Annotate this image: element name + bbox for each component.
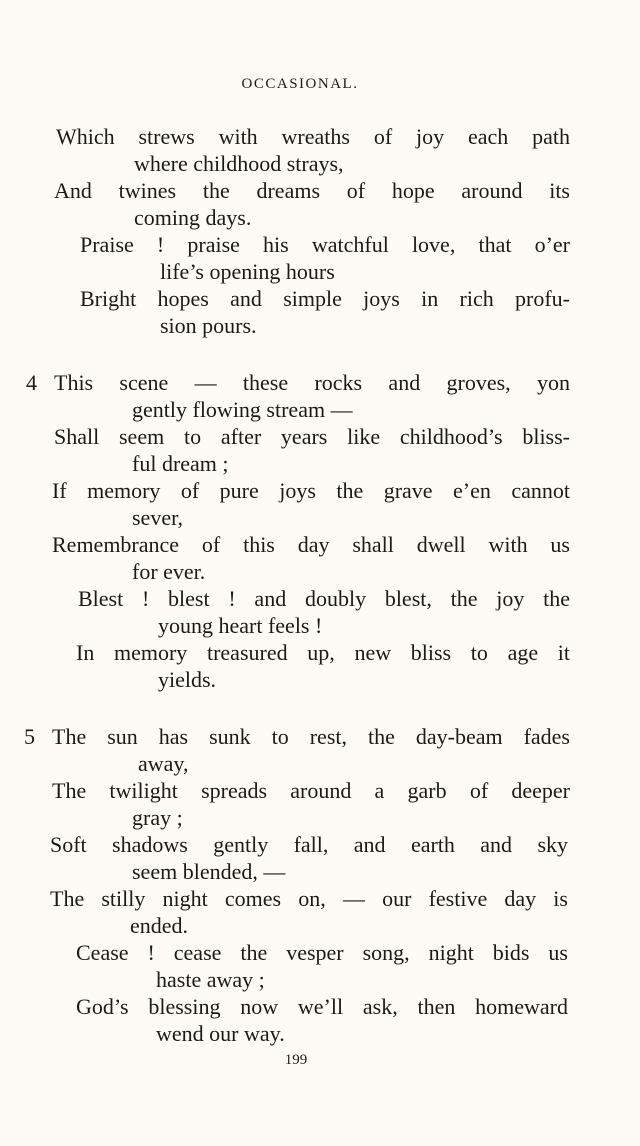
verse-line: Remembrance of this day shall dwell with us: [52, 532, 570, 557]
verse-line: ful dream ;: [132, 451, 229, 476]
verse-line: for ever.: [132, 559, 206, 584]
verse-line: haste away ;: [156, 967, 265, 992]
verse-line: seem blended, —: [132, 859, 286, 884]
verse-line: wend our way.: [156, 1021, 285, 1046]
verse-line: gray ;: [132, 805, 183, 830]
verse-line: And twines the dreams of hope around its: [54, 178, 570, 203]
verse-line: The stilly night comes on, — our festive day is: [50, 886, 568, 911]
verse-line: coming days.: [134, 205, 252, 230]
verse-line: If memory of pure joys the grave e’en cannot: [52, 478, 570, 503]
verse-line: gently flowing stream —: [132, 397, 353, 422]
stanza-number: 5: [24, 724, 35, 749]
verse-line: young heart feels !: [158, 613, 323, 638]
stanza-number: 4: [26, 370, 37, 395]
verse-line: This scene — these rocks and groves, yon: [54, 370, 570, 395]
verse-line: life’s opening hours: [160, 259, 335, 284]
verse-line: Bright hopes and simple joys in rich profu-: [80, 286, 570, 311]
verse-line: Soft shadows gently fall, and earth and sky: [50, 832, 568, 857]
verse-line: Shall seem to after years like childhood’s bliss-: [54, 424, 570, 449]
verse-line: The sun has sunk to rest, the day-beam fades: [52, 724, 570, 749]
verse-line: Which strews with wreaths of joy each path: [56, 124, 570, 149]
verse-line: The twilight spreads around a garb of deeper: [52, 778, 570, 803]
verse-line: sever,: [132, 505, 184, 530]
verse-line: away,: [138, 751, 189, 776]
running-title: OCCASIONAL.: [241, 76, 359, 92]
page-number: 199: [284, 1052, 308, 1068]
verse-line: Cease ! cease the vesper song, night bids us: [76, 940, 568, 965]
verse-line: God’s blessing now we’ll ask, then homeward: [76, 994, 568, 1019]
verse-line: yields.: [158, 667, 217, 692]
verse-line: In memory treasured up, new bliss to age it: [76, 640, 570, 665]
verse-line: sion pours.: [160, 313, 257, 338]
verse-line: where childhood strays,: [134, 151, 344, 176]
verse-line: ended.: [130, 913, 189, 938]
verse-line: Praise ! praise his watchful love, that o’er: [80, 232, 570, 257]
verse-line: Blest ! blest ! and doubly blest, the joy the: [78, 586, 570, 611]
